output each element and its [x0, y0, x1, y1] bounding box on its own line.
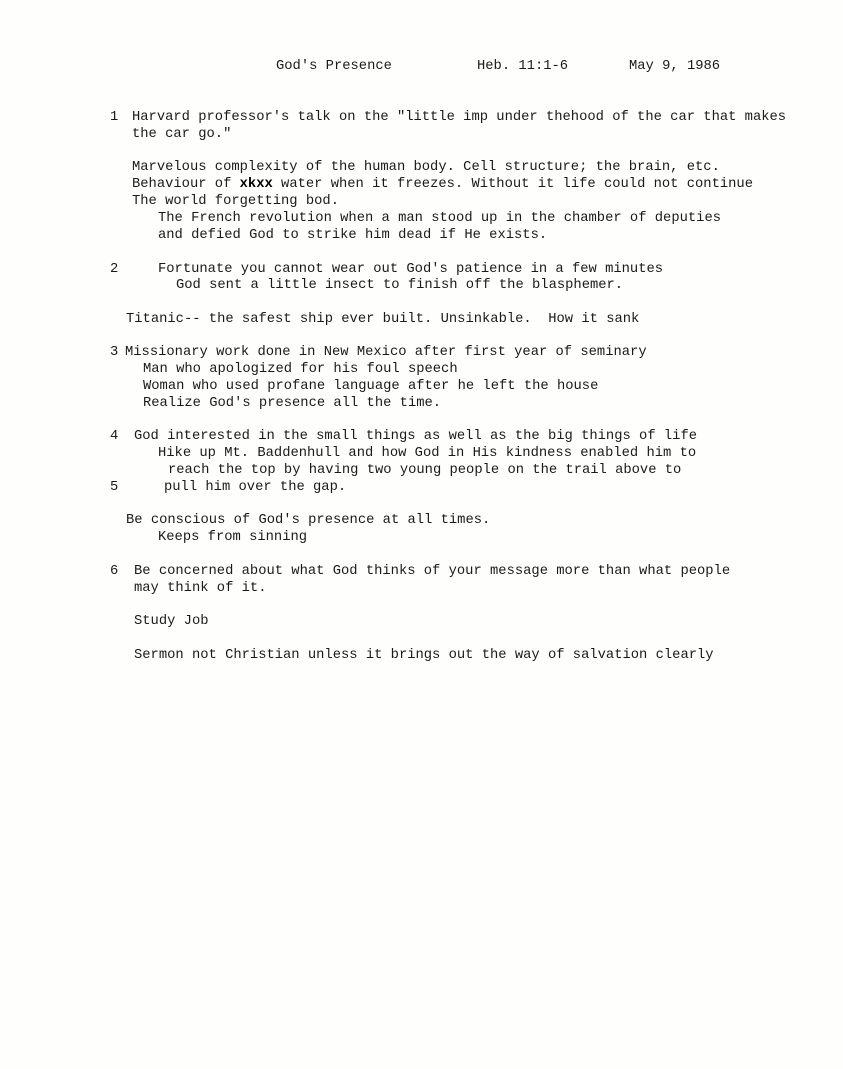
text-segment: water when it freezes. Without it life could not continue: [272, 177, 753, 192]
text-line: Keeps from sinning: [158, 530, 308, 545]
text-line: Man who apologized for his foul speech: [143, 362, 458, 377]
point-number: 2: [110, 262, 119, 277]
text-line: Titanic-- the safest ship ever built. Unsinkable. How it sank: [126, 312, 640, 327]
point-number: 4: [110, 429, 119, 444]
point-number: 5: [110, 480, 119, 495]
struck-out-word: xkxx: [239, 177, 273, 192]
point-number: 3: [110, 345, 119, 360]
text-line: Be concerned about what God thinks of your message more than what people: [134, 564, 731, 579]
text-line: and defied God to strike him dead if He exists.: [158, 228, 548, 243]
text-line: reach the top by having two young people on the trail above to: [168, 463, 682, 478]
text-line: The world forgetting bod.: [132, 194, 339, 209]
text-line: Marvelous complexity of the human body. Cell structure; the brain, etc.: [132, 160, 720, 175]
text-line: Fortunate you cannot wear out God's patience in a few minutes: [158, 262, 664, 277]
doc-title: God's Presence: [276, 59, 392, 74]
text-line: may think of it.: [134, 581, 267, 596]
text-line: Be conscious of God's presence at all times.: [126, 513, 491, 528]
text-segment: Behaviour of: [132, 177, 240, 192]
point-number: 1: [110, 110, 119, 125]
text-line: Harvard professor's talk on the "little imp under thehood of the car that makes: [132, 110, 787, 125]
doc-date: May 9, 1986: [629, 59, 721, 74]
scripture-reference: Heb. 11:1-6: [477, 59, 569, 74]
point-number: 6: [110, 564, 119, 579]
text-line: [132, 176, 753, 194]
text-line: pull him over the gap.: [164, 480, 347, 495]
text-line: God interested in the small things as well as the big things of life: [134, 429, 698, 444]
text-line: Sermon not Christian unless it brings out the way of salvation clearly: [134, 648, 714, 663]
text-line: God sent a little insect to finish off the blasphemer.: [176, 278, 624, 293]
text-line: Hike up Mt. Baddenhull and how God in His kindness enabled him to: [158, 446, 697, 461]
text-line: The French revolution when a man stood up in the chamber of deputies: [158, 211, 722, 226]
text-line: Missionary work done in New Mexico after first year of seminary: [125, 345, 647, 360]
text-line: the car go.": [132, 127, 232, 142]
text-line: Woman who used profane language after he left the house: [143, 379, 599, 394]
text-line: Study Job: [134, 614, 209, 629]
text-line: Realize God's presence all the time.: [143, 396, 442, 411]
